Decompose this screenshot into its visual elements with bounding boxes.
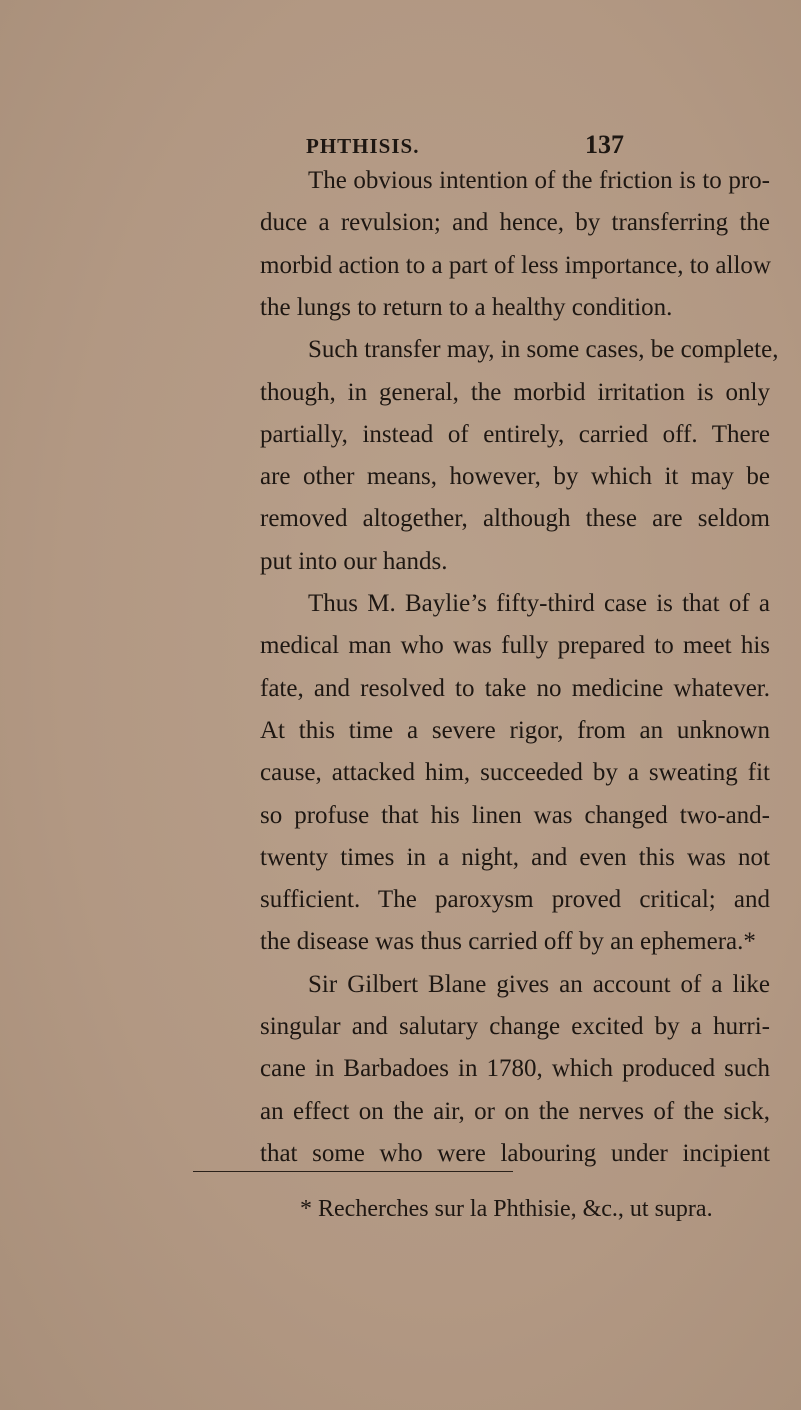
- text-line: duce a revulsion; and hence, by transferring the: [260, 209, 770, 237]
- text-line: medical man who was fully prepared to meet his: [260, 632, 770, 660]
- text-line: cause, attacked him, succeeded by a sweating fit: [260, 759, 770, 787]
- text-line: singular and salutary change excited by a hurri-: [260, 1013, 770, 1040]
- text-line: cane in Barbadoes in 1780, which produced such: [260, 1055, 770, 1083]
- text-line: Sir Gilbert Blane gives an account of a like: [308, 970, 770, 998]
- running-title: PHTHISIS.: [306, 134, 420, 158]
- text-line: twenty times in a night, and even this was not: [260, 843, 770, 871]
- text-line: the lungs to return to a healthy condition.: [260, 293, 673, 321]
- text-line: morbid action to a part of less importance, to allow: [260, 251, 771, 279]
- page-number: 137: [585, 130, 624, 159]
- text-line: Thus M. Baylie’s fifty-third case is that of a: [308, 590, 770, 617]
- text-line: Such transfer may, in some cases, be complete,: [308, 336, 779, 364]
- text-line: that some who were labouring under incipient: [260, 1139, 770, 1167]
- footnote-rule: [193, 1171, 513, 1172]
- text-line: put into our hands.: [260, 547, 448, 575]
- text-line: the disease was thus carried off by an ephemera.*: [260, 928, 756, 956]
- text-line: The obvious intention of the friction is to pro-: [308, 167, 770, 194]
- text-line: so profuse that his linen was changed two-and-: [260, 801, 770, 829]
- text-line: partially, instead of entirely, carried off. There: [260, 420, 770, 448]
- footnote: * Recherches sur la Phthisie, &c., ut supra.: [300, 1196, 713, 1222]
- text-line: At this time a severe rigor, from an unknown: [260, 716, 770, 744]
- text-line: though, in general, the morbid irritation is only: [260, 378, 770, 406]
- text-line: are other means, however, by which it may be: [260, 463, 770, 491]
- text-line: fate, and resolved to take no medicine whatever.: [260, 674, 770, 702]
- text-line: an effect on the air, or on the nerves of the sick,: [260, 1097, 770, 1125]
- text-line: sufficient. The paroxysm proved critical; and: [260, 886, 770, 914]
- text-line: removed altogether, although these are seldom: [260, 505, 770, 533]
